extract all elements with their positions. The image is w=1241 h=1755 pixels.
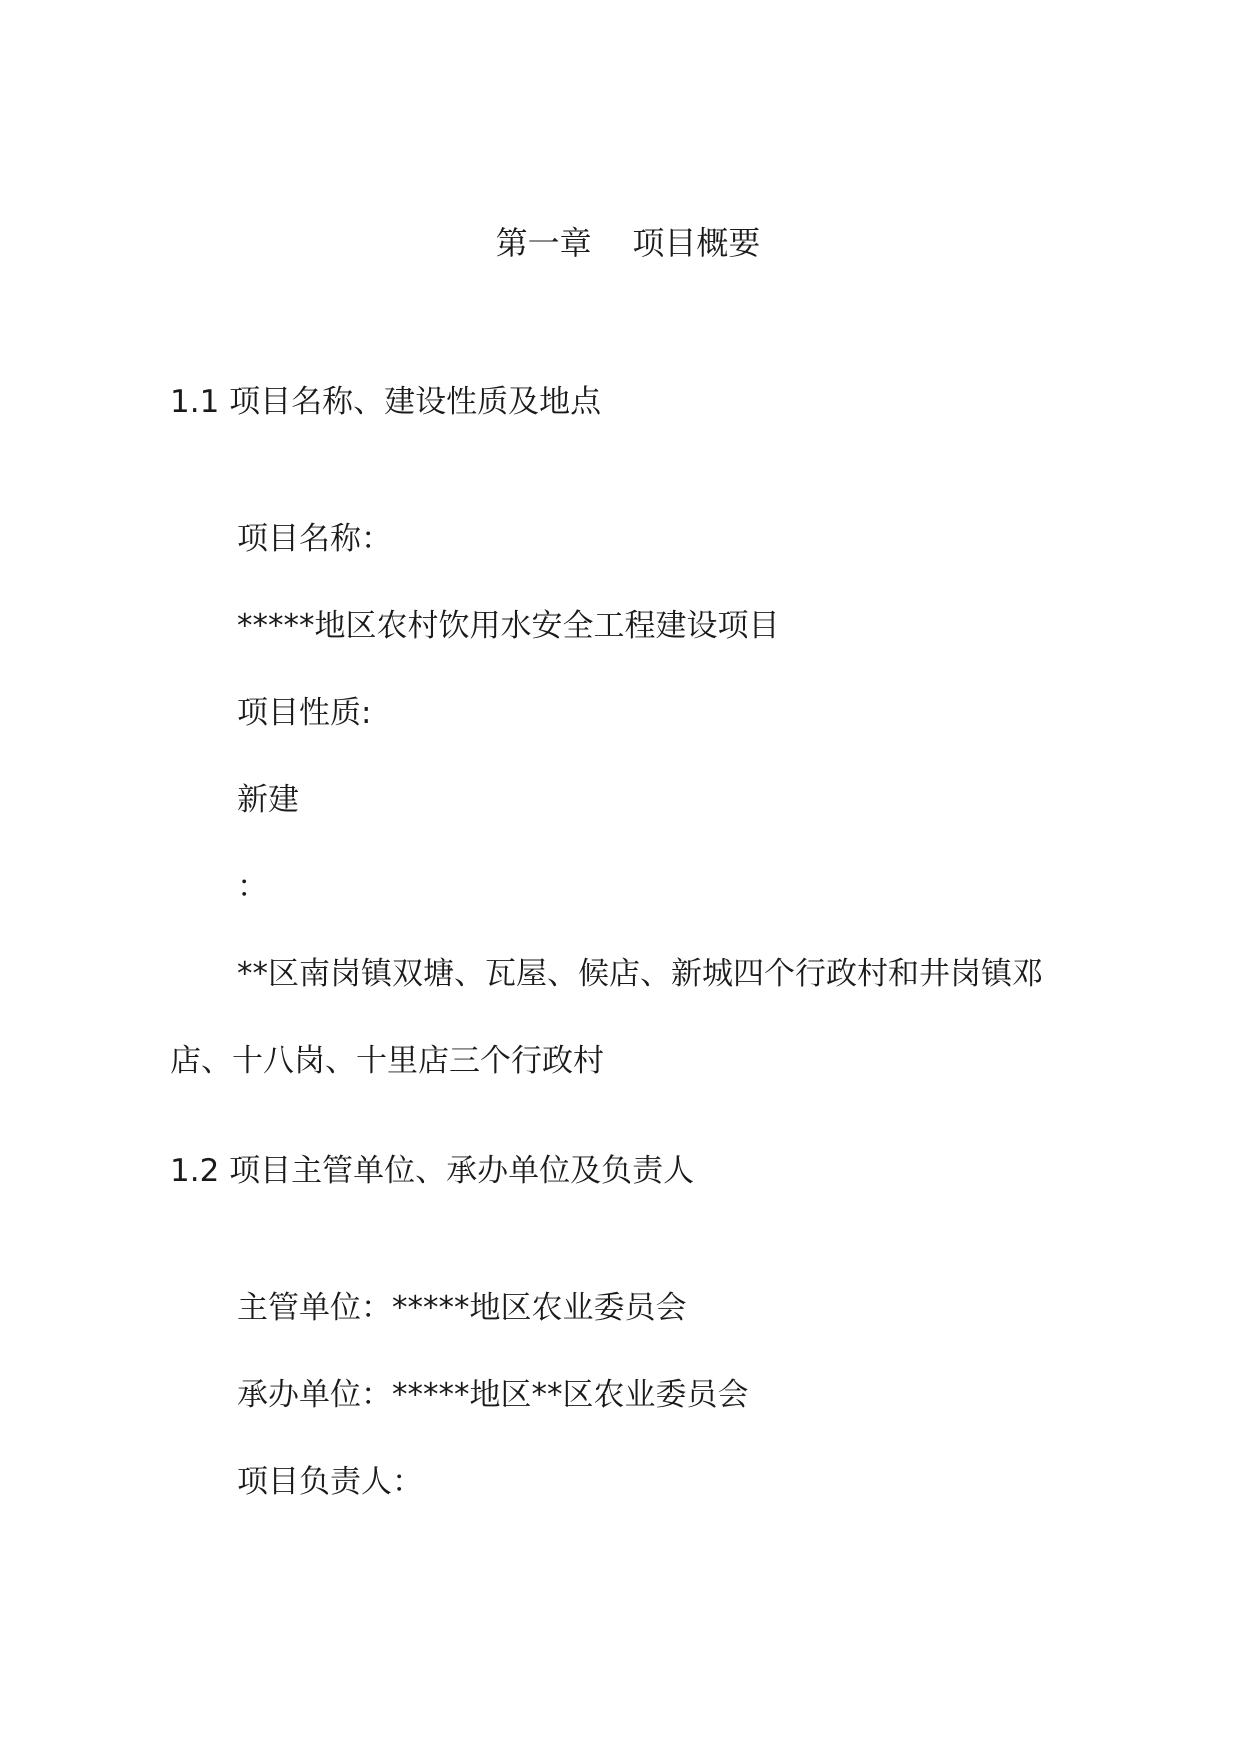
project-nature-value: 新建 — [237, 782, 299, 818]
project-location-line-1: **区南岗镇双塘、瓦屋、候店、新城四个行政村和井岗镇邓 — [237, 956, 1043, 992]
chapter-title: 第一章 项目概要 — [495, 224, 761, 262]
section-heading-1-1: 1.1 项目名称、建设性质及地点 — [170, 384, 602, 420]
organizer-unit: 承办单位：*****地区**区农业委员会 — [237, 1377, 749, 1413]
project-location-line-2: 店、十八岗、十里店三个行政村 — [170, 1043, 604, 1079]
project-leader-label: 项目负责人： — [237, 1464, 423, 1500]
project-location-label: ： — [237, 869, 268, 905]
authority-unit: 主管单位：*****地区农业委员会 — [237, 1290, 687, 1326]
project-name-label: 项目名称： — [237, 521, 392, 557]
project-name-value: *****地区农村饮用水安全工程建设项目 — [237, 608, 780, 644]
project-nature-label: 项目性质: — [237, 695, 372, 731]
section-heading-1-2: 1.2 项目主管单位、承办单位及负责人 — [170, 1153, 695, 1189]
